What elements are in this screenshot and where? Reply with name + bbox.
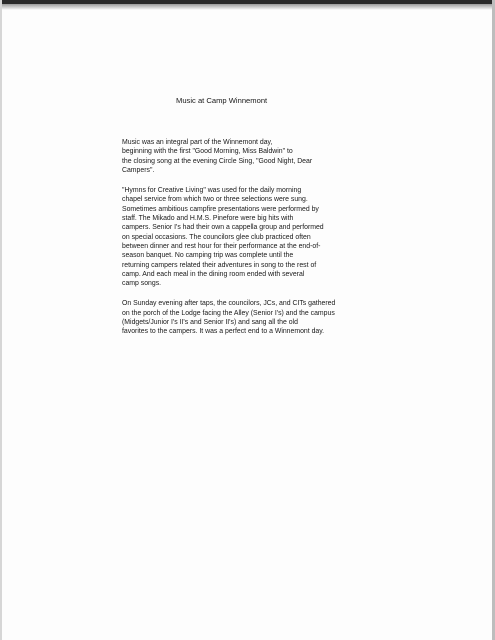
text-line: returning campers related their adventures in song to the rest of (122, 261, 317, 269)
text-line: Campers". (122, 166, 155, 174)
text-line: camp. And each meal in the dining room ended with several (122, 270, 305, 278)
paragraph-2 (122, 186, 422, 288)
text-line: (Midgets/Junior I's II's and Senior II's) and sang all the old (122, 319, 298, 327)
paragraph-1 (122, 138, 422, 175)
text-line: beginning with the first "Good Morning, Miss Baldwin" to (122, 148, 293, 156)
scan-left-edge (0, 0, 2, 640)
text-line: the closing song at the evening Circle Sing, "Good Night, Dear (122, 157, 313, 165)
scan-top-shadow (0, 4, 495, 10)
paragraph-3 (122, 299, 422, 336)
text-line: favorites to the campers. It was a perfect end to a Winnemont day. (122, 328, 325, 336)
text-line: season banquet. No camping trip was complete until the (122, 252, 294, 260)
text-line: Music was an integral part of the Winnemont day, (122, 139, 273, 146)
text-line: on special occasions. The councilors glee club practiced often (122, 233, 311, 241)
text-line: On Sunday evening after taps, the councilors, JCs, and CITs gathered (122, 300, 336, 308)
text-line: campers. Senior I's had their own a cappella group and performed (122, 224, 324, 232)
text-line: between dinner and rest hour for their performance at the end-of- (122, 242, 321, 250)
text-line: Sometimes ambitious campfire presentations were performed by (122, 205, 319, 213)
text-line: "Hymns for Creative Living" was used for the daily morning (122, 187, 302, 195)
text-line: camp songs. (122, 280, 162, 288)
document-title: Music at Camp Winnemont (176, 96, 268, 105)
text-line: staff. The Mikado and H.M.S. Pinefore were big hits with (122, 215, 294, 223)
text-line: chapel service from which two or three selections were sung. (122, 196, 308, 204)
document-body (122, 138, 422, 348)
text-line: on the porch of the Lodge facing the Alley (Senior I's) and the campus (122, 309, 335, 317)
